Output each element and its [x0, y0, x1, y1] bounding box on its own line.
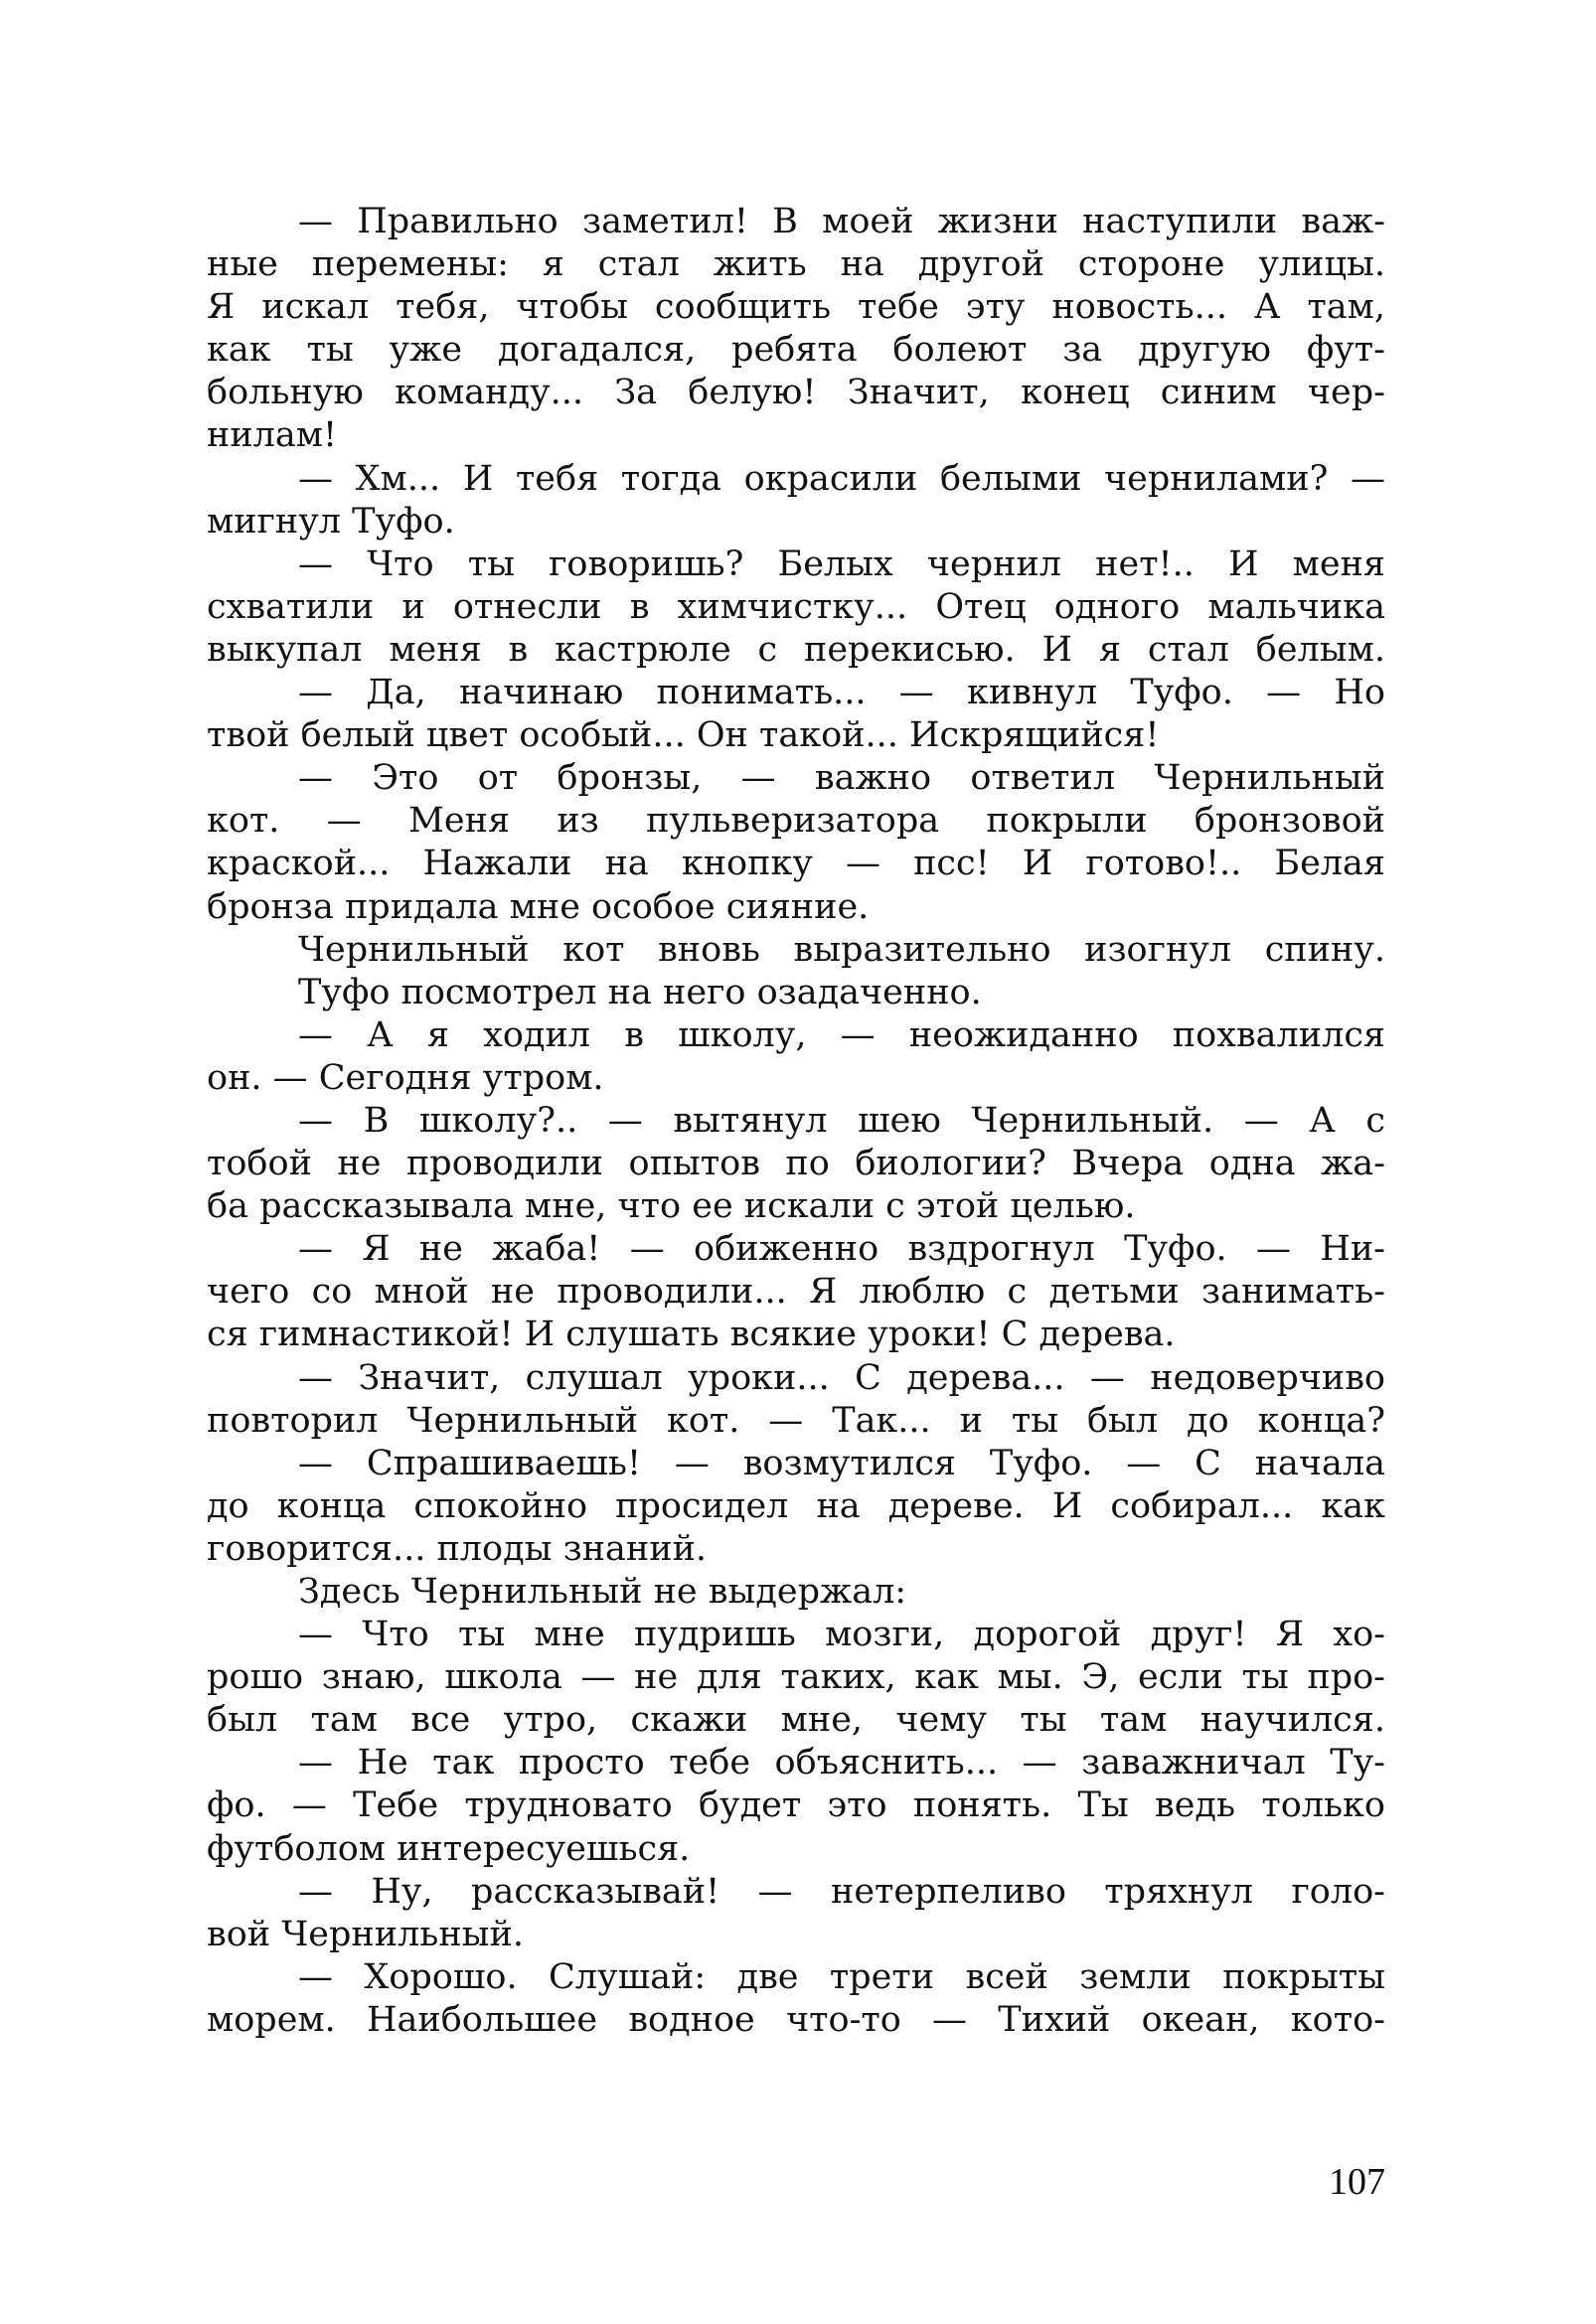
text-line: Чернильный кот вновь выразительно изогнул спину.	[298, 929, 1385, 970]
text-line: говорится... плоды знаний.	[207, 1528, 708, 1569]
text-line: — Не так просто тебе объяснить... — заважничал Ту-	[298, 1743, 1385, 1783]
text-line: тобой не проводили опытов по биологии? Вчера одна жа-	[207, 1144, 1385, 1184]
page-number: 107	[1329, 2161, 1385, 2203]
text-line: — Хорошо. Слушай: две трети всей земли покрыты	[298, 1956, 1385, 1997]
text-line: ся гимнастикой! И слушать всякие уроки! С дерева.	[207, 1315, 1176, 1355]
text-line: нилам!	[207, 415, 338, 456]
text-line: он. — Сегодня утром.	[207, 1057, 604, 1098]
text-line: ные перемены: я стал жить на другой стороне улицы.	[207, 244, 1385, 285]
text-line: кот. — Меня из пульверизатора покрыли бронзовой	[207, 801, 1385, 842]
text-line: до конца спокойно просидел на дереве. И собирал... как	[207, 1485, 1385, 1526]
text-line: — Да, начинаю понимать... — кивнул Туфо. — Но	[298, 673, 1385, 713]
text-line: мигнул Туфо.	[207, 501, 455, 542]
text-line: — Спрашиваешь! — возмутился Туфо. — С начала	[298, 1443, 1385, 1483]
text-line: — Я не жаба! — обиженно вздрогнул Туфо. — Ни-	[298, 1229, 1385, 1270]
text-line: Здесь Чернильный не выдержал:	[298, 1572, 907, 1612]
text-line: бронза придала мне особое сияние.	[207, 886, 870, 927]
text-line: — Ну, рассказывай! — нетерпеливо тряхнул голо-	[298, 1871, 1385, 1912]
text-line: — Хм... И тебя тогда окрасили белыми чернилами? —	[298, 458, 1385, 499]
text-line: — Значит, слушал уроки... С дерева... — недоверчиво	[298, 1357, 1385, 1398]
text-line: был там все утро, скажи мне, чему ты там научился.	[207, 1700, 1385, 1741]
text-line: — Что ты мне пудришь мозги, дорогой друг! Я хо-	[298, 1615, 1385, 1655]
text-line: — Что ты говоришь? Белых чернил нет!.. И меня	[298, 543, 1385, 584]
text-line: как ты уже догадался, ребята болеют за другую фут-	[207, 330, 1385, 371]
text-line: схватили и отнесли в химчистку... Отец одного мальчика	[207, 586, 1385, 627]
text-line: вой Чернильный.	[207, 1914, 524, 1954]
text-line: фо. — Тебе трудновато будет это понять. Ты ведь только	[207, 1785, 1385, 1826]
text-line: футболом интересуешься.	[207, 1828, 691, 1869]
text-line: рошо знаю, школа — не для таких, как мы. Э, если ты про-	[207, 1657, 1385, 1698]
text-line: морем. Наибольшее водное что-то — Тихий океан, кото-	[207, 1999, 1385, 2040]
text-line: — А я ходил в школу, — неожиданно похвалился	[298, 1014, 1385, 1055]
page-text	[207, 201, 1385, 2042]
text-line: — В школу?.. — вытянул шею Чернильный. — А с	[298, 1100, 1385, 1141]
text-line: больную команду... За белую! Значит, конец синим чер-	[207, 373, 1385, 413]
text-line: — Это от бронзы, — важно ответил Чернильный	[298, 758, 1385, 799]
text-line: краской... Нажали на кнопку — псс! И готово!.. Белая	[207, 844, 1385, 884]
text-line: ба рассказывала мне, что ее искали с этой целью.	[207, 1186, 1136, 1227]
text-line: выкупал меня в кастрюле с перекисью. И я стал белым.	[207, 629, 1385, 670]
text-line: чего со мной не проводили... Я люблю с детьми занимать-	[207, 1272, 1385, 1313]
text-line: повторил Чернильный кот. — Так... и ты был до конца?	[207, 1400, 1385, 1441]
text-line: Туфо посмотрел на него озадаченно.	[298, 972, 982, 1012]
text-line: Я искал тебя, чтобы сообщить тебе эту новость... А там,	[207, 287, 1385, 328]
text-line: твой белый цвет особый... Он такой... Искрящийся!	[207, 715, 1160, 756]
text-line: — Правильно заметил! В моей жизни наступили важ-	[298, 202, 1385, 241]
